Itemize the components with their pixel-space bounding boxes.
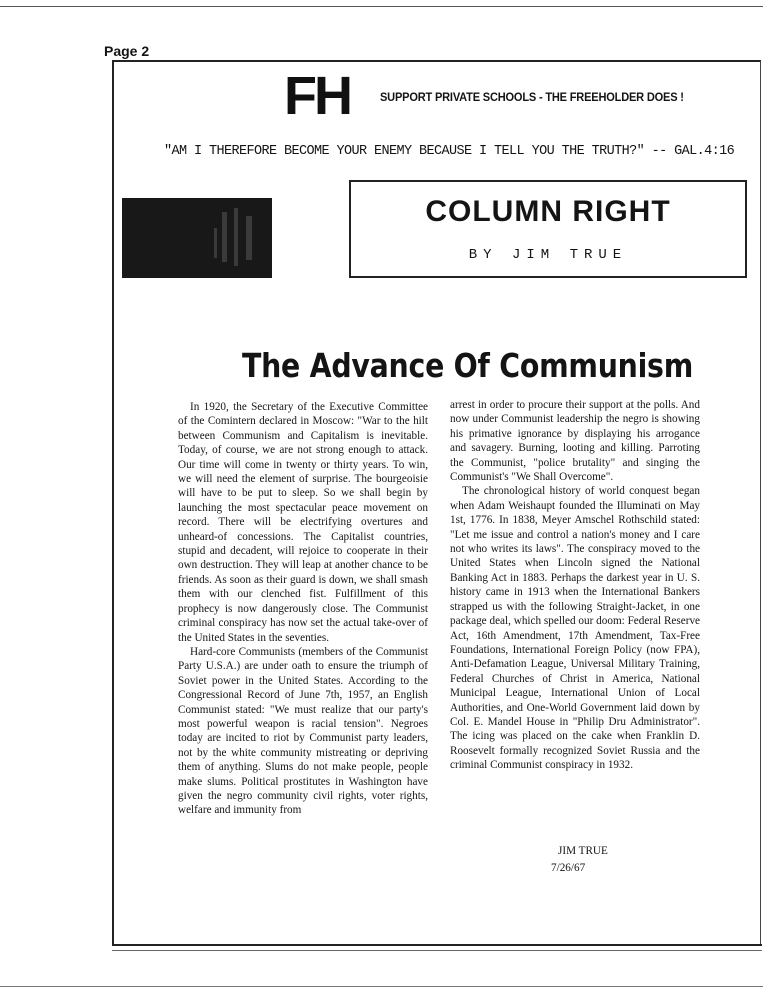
article-headline: The Advance Of Communism — [242, 346, 694, 385]
masthead-logo — [284, 66, 350, 126]
bottom-rule — [112, 944, 762, 946]
signature-date: 7/26/67 — [551, 862, 586, 874]
paragraph: The chronological history of world conquest began when Adam Weishaupt founded the Illuminati on May 1st, 1776. In 1838, Meyer Amschel Rothschild stated: "Let me issue and control a nation's money and I care not who writes its laws". The conspiracy moved to the United States when Lincoln signed the National Banking Act in 1883. Perhaps the darkest year in U. S. history came in 1913 when the International Bankers strapped us with the following Straight-Jacket, in one package deal, which spelled our doom: Federal Reserve Act, 16th Amendment, 17th Amendment, Tax-Free Foundations, International Foreign Policy (now FPA), Anti-Defamation League, Universal Military Training, Federal Churches of Christ in America, National Municipal League, International Union of Local Authorities, and One-World Government laid down by Col. E. Mandel House in "Philip Dru Administrator". The icing was placed on the cake when Franklin D. Roosevelt formally recognized Soviet Russia and the criminal Communist conspiracy in 1932. — [450, 485, 700, 772]
page-bottom-line — [0, 986, 763, 987]
top-rule — [0, 6, 763, 7]
column-title: COLUMN RIGHT — [425, 195, 671, 228]
paragraph: Hard-core Communists (members of the Communist Party U.S.A.) are under oath to ensure the triumph of Soviet power in the United States. According to the Congressional Record of June 7th, 1957, an English Communist stated: "We must realize that our party's most powerful weapon is racial tension". Negroes today are incited to riot by Communist party leaders, not by the white community mistreating or depriving them of anything. Slums do not make people, people make slums. Political prostitutes in Washington have given the negro community civil rights, voter rights, welfare and immunity from — [178, 645, 428, 817]
bottom-rule-thin — [112, 950, 762, 951]
signature-name: JIM TRUE — [558, 845, 608, 857]
article-column-right — [450, 398, 700, 773]
column-byline: BY JIM TRUE — [468, 247, 628, 263]
article-column-left — [178, 400, 428, 818]
masthead-motto: SUPPORT PRIVATE SCHOOLS - THE FREEHOLDER DOES ! — [380, 90, 684, 104]
logo-text: FH — [284, 66, 350, 126]
column-photo — [122, 198, 272, 278]
scripture-quote: "AM I THEREFORE BECOME YOUR ENEMY BECAUSE I TELL YOU THE TRUTH?" -- GAL.4:16 — [164, 144, 735, 159]
page-number: Page 2 — [104, 43, 150, 59]
paragraph: arrest in order to procure their support at the polls. And now under Communist leadership the negro is showing his primative ignorance by displaying his arrogance and savagery. Burning, looting and killing. Parroting the Communist, "police brutality" and singing the Communist's "We Shall Overcome". — [450, 399, 700, 484]
paragraph: In 1920, the Secretary of the Executive Committee of the Comintern declared in Moscow: "War to the hilt between Communism and Capitalism is inevitable. Today, of course, we are not strong enough to attack. Our time will come in twenty or thirty years. To win, we will need the element of surprise. The bourgeoisie will have to be put to sleep. So we shall begin by launching the most spectacular peace movement on record. There will be electrifying overtures and unheard-of concessions. The Capitalist countries, stupid and decadent, will rejoice to cooperate in their own destruction. They will leap at another chance to be friends. As soon as their guard is down, we shall smash them with our clenched fist. Fulfillment of this prophecy is now dangerously close. The Communist criminal conspiracy has now set the actual take-over of the United States in the seventies. — [178, 401, 428, 644]
